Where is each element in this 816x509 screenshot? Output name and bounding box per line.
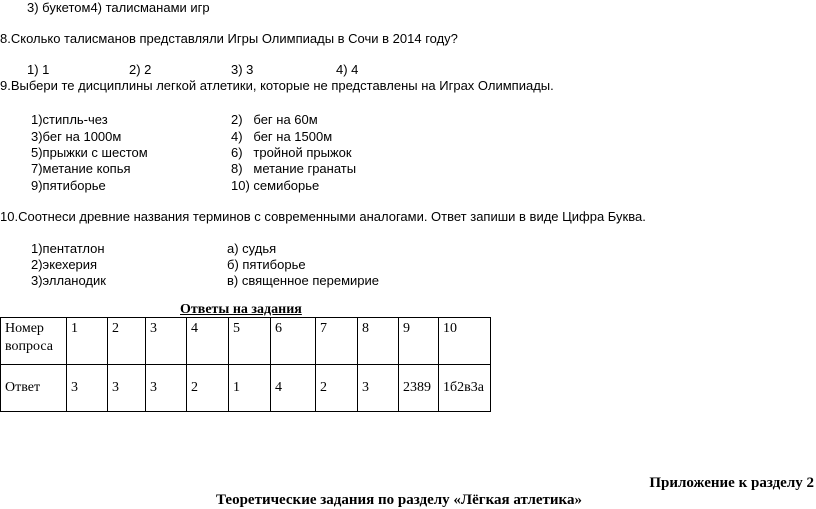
table-cell: 2 xyxy=(316,365,358,412)
q10-analogue: б) пятиборье xyxy=(227,257,306,272)
table-cell: 10 xyxy=(439,318,491,365)
table-cell: 7 xyxy=(316,318,358,365)
q9-right-item: 2) бег на 60м xyxy=(231,112,318,127)
q8-option-4: 4) 4 xyxy=(336,62,359,77)
q10-term: 1)пентатлон xyxy=(31,241,105,256)
table-cell: 6 xyxy=(271,318,316,365)
table-cell: 3 xyxy=(108,365,146,412)
appendix-label: Приложение к разделу 2 xyxy=(649,475,814,491)
table-row xyxy=(1,318,491,365)
table-row xyxy=(1,365,491,412)
q9-left-item: 7)метание копья xyxy=(31,161,131,176)
q9-right-item: 6) тройной прыжок xyxy=(231,145,352,160)
q9-left-item: 5)прыжки с шестом xyxy=(31,145,148,160)
table-cell: 8 xyxy=(358,318,399,365)
q10-term: 2)экехерия xyxy=(31,257,98,272)
question-8-text: 8.Сколько талисманов представляли Игры Олимпиады в Сочи в 2014 году? xyxy=(0,31,458,46)
row-label-number: Номер вопроса xyxy=(1,318,67,365)
question-10-text: 10.Соотнеси древние названия терминов с современными аналогами. Ответ запиши в виде Цифра Буква. xyxy=(0,209,646,224)
q9-right-item: 8) метание гранаты xyxy=(231,161,357,176)
q8-option-1: 1) 1 xyxy=(27,62,50,77)
table-cell: 3 xyxy=(146,318,187,365)
q9-left-item: 1)стипль-чез xyxy=(31,112,108,127)
prev-question-options: 3) букетом4) талисманами игр xyxy=(27,0,210,15)
row-label-answer: Ответ xyxy=(1,365,67,412)
table-cell: 9 xyxy=(399,318,439,365)
table-cell: 4 xyxy=(271,365,316,412)
q10-analogue: а) судья xyxy=(227,241,277,256)
table-cell: 1 xyxy=(67,318,108,365)
section-title: Теоретические задания по разделу «Лёгкая атлетика» xyxy=(216,492,582,508)
table-cell: 3 xyxy=(67,365,108,412)
table-cell: 3 xyxy=(146,365,187,412)
q10-term: 3)элланодик xyxy=(31,273,106,288)
question-9-text: 9.Выбери те дисциплины легкой атлетики, которые не представлены на Играх Олимпиады. xyxy=(0,78,554,93)
table-cell: 4 xyxy=(187,318,229,365)
table-cell: 1б2в3а xyxy=(439,365,491,412)
table-cell: 1 xyxy=(229,365,271,412)
answers-table xyxy=(0,317,491,412)
q9-left-item: 9)пятиборье xyxy=(31,178,106,193)
q8-option-3: 3) 3 xyxy=(231,62,254,77)
q9-left-item: 3)бег на 1000м xyxy=(31,129,122,144)
q9-right-item: 4) бег на 1500м xyxy=(231,129,333,144)
answers-title: Ответы на задания xyxy=(180,302,302,317)
table-cell: 3 xyxy=(358,365,399,412)
q10-analogue: в) священное перемирие xyxy=(227,273,380,288)
table-cell: 2 xyxy=(187,365,229,412)
table-cell: 2 xyxy=(108,318,146,365)
q8-option-2: 2) 2 xyxy=(129,62,152,77)
q9-right-item: 10) семиборье xyxy=(231,178,320,193)
table-cell: 5 xyxy=(229,318,271,365)
table-cell: 2389 xyxy=(399,365,439,412)
